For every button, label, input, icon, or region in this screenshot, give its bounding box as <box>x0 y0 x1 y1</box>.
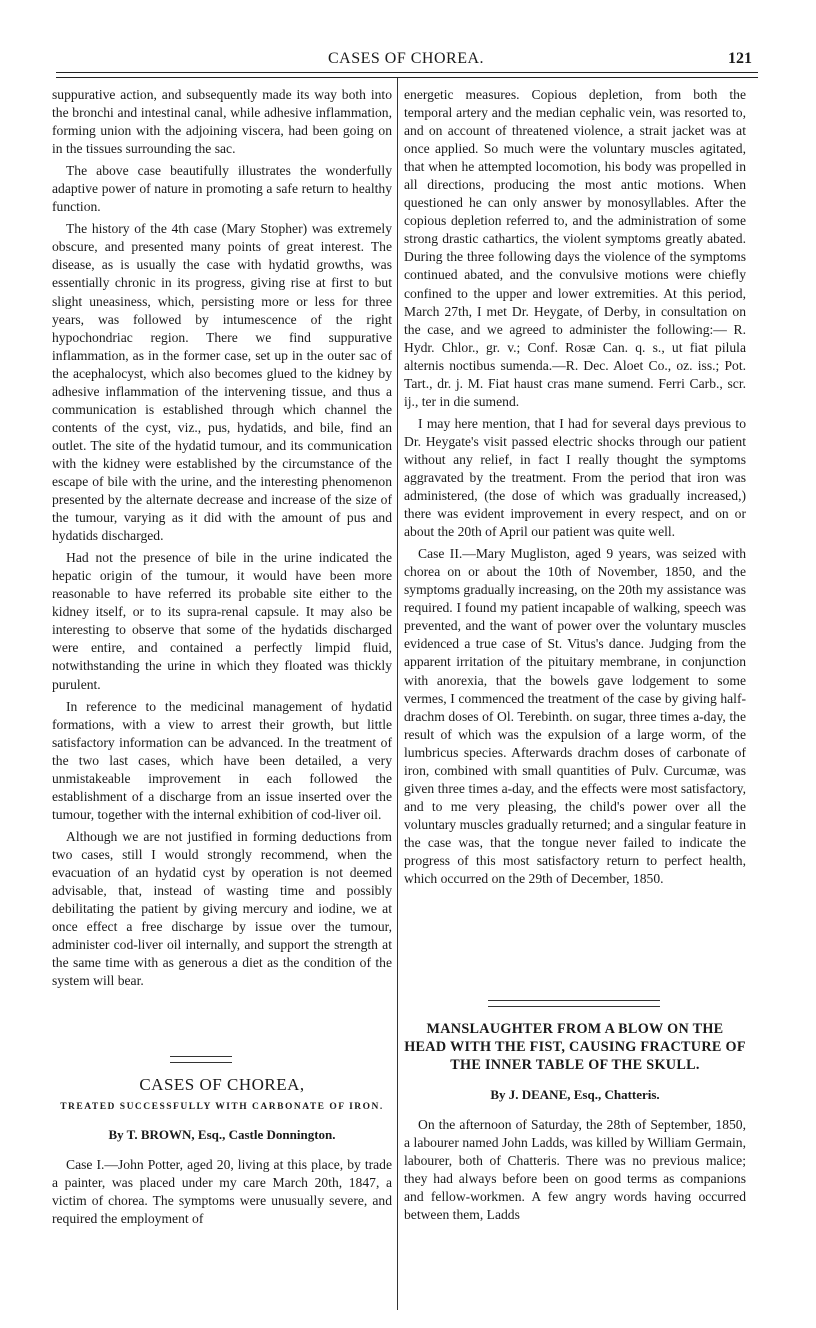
article-byline: By T. BROWN, Esq., Castle Donnington. <box>108 1127 336 1143</box>
paragraph: Although we are not justified in forming deductions from two cases, still I would strongly recommend, when the evacuation of an hydatid cyst by operation is not deemed advisable, that, instead of wasting time and possibly debilitating the patient by giving mercury and iodine, we at once effect a free discharge by issue over the tumour, administer cod-liver oil internally, and support the strength at the same time with as generous a diet as the condition of the system will bear. <box>52 828 392 989</box>
manslaughter-article <box>404 1020 746 1228</box>
paragraph: The history of the 4th case (Mary Stopher) was extremely obscure, and presented many points of great interest. The disease, as is usually the case with hydatid growths, was essentially chronic in its progress, giving rise at first to but slight uneasiness, which, persisting more or less for three years, was followed by intumescence of the right hypochondriac region. There we find suppurative inflammation, as in the former case, set up in the outer sac of the acephalocyst, which also becomes glued to the kidney by adhesive inflammation of the intervening tissue, and thus a communication is established through which channel the contents of the cyst, viz., pus, hydatids, and bile, find an outlet. The site of the hydatid tumour, and its communication with the kidney were established by the circumstance of the escape of bile with the urine, and the interesting phenomenon presented by the alternate decrease and increase of the size of the tumour, varying as it did with the amount of pus and hydatids discharged. <box>52 221 392 544</box>
left-column <box>52 86 392 994</box>
paragraph: In reference to the medicinal management of hydatid formations, with a view to arrest their growth, but little satisfactory information can be advanced. In the treatment of the two last cases, which have been detailed, a very unmistakeable improvement in each followed the establishment of a discharge from an issue inserted over the tumour, together with the internal exhibition of cod-liver oil. <box>52 698 392 822</box>
running-header <box>52 50 760 70</box>
paragraph: Had not the presence of bile in the urine indicated the hepatic origin of the tumour, it would have been more reasonable to have referred its probable site either to the kidney itself, or to its supra-renal capsule. It may also be interesting to observe that some of the hydatids discharged were entire, and contained a perfectly limpid fluid, notwithstanding the urine in which they floated was thickly purulent. <box>52 550 392 692</box>
column-divider <box>397 78 398 1310</box>
paragraph: suppurative action, and subsequently made its way both into the bronchi and intestinal canal, while adhesive inflammation, forming union with the adjoining viscera, had been going on in the tissues surrounding the sac. <box>52 87 392 157</box>
paragraph: On the afternoon of Saturday, the 28th of September, 1850, a labourer named John Ladds, was killed by William Germain, labourer, both of Chatteris. There was no previous malice; they had always before been on good terms as companions and fellow-workmen. A few angry words having occurred between them, Ladds <box>404 1117 746 1223</box>
article-title: CASES OF CHOREA, <box>139 1075 305 1094</box>
article-title: MANSLAUGHTER FROM A BLOW ON THE HEAD WITH THE FIST, CAUSING FRACTURE OF THE INNER TABLE OF THE SKULL. <box>404 1021 746 1073</box>
paragraph: The above case beautifully illustrates the wonderfully adaptive power of nature in promoting a safe return to healthy function. <box>52 163 392 215</box>
section-separator <box>170 1056 232 1063</box>
section-separator <box>488 1000 660 1007</box>
chorea-article <box>52 1076 392 1232</box>
page-number: 121 <box>728 50 752 67</box>
article-subtitle: TREATED SUCCESSFULLY WITH CARBONATE OF IRON. <box>60 1102 384 1113</box>
paragraph: energetic measures. Copious depletion, from both the temporal artery and the median cephalic vein, was resorted to, and on account of threatened violence, a strait jacket was at once applied. So much were the voluntary muscles agitated, that when he attempted locomotion, his body was propelled in all directions, producing the most antic motions. When questioned he can only answer by monosyllables. After the copious depletion referred to, and the administration of some strong drastic cathartics, the violent symptoms greatly abated. During the three following days the violence of the symptoms continued abated, and the convulsive motions were chiefly confined to the upper and lower extremities. At this period, March 27th, I met Dr. Heygate, of Derby, in consultation on the case, and we agreed to administer the following:— R. Hydr. Chlor., gr. v.; Conf. Rosæ Can. q. s., ut fiat pilula alternis noctibus sumenda.—R. Dec. Aloet Co., oz. iss.; Pot. Tart., dr. j. M. Fiat haust cras mane sumend. Ferri Carb., scr. ij., ter in die sumend. <box>404 87 746 409</box>
article-byline: By J. DEANE, Esq., Chatteris. <box>490 1087 660 1102</box>
paragraph: Case II.—Mary Mugliston, aged 9 years, was seized with chorea on or about the 10th of November, 1850, and the symptoms gradually increasing, on the 20th my assistance was required. I found my patient incapable of walking, speech was prevented, and the want of power over the voluntary muscles evidenced a true case of St. Vitus's dance. Judging from the apparent irritation of the pituitary membrane, in conjunction with anorexia, that the bowels gave lodgement to some vermes, I commenced the treatment of the case by giving half-drachm doses of Ol. Terebinth. on sugar, three times a-day, the result of which was the expulsion of a large worm, of the lumbricus species. Afterwards drachm doses of carbonate of iron, combined with small quantities of Pulv. Curcumæ, was given three times a-day, and the effects were most satisfactory, and to me very pleasing, the child's power over all the voluntary muscles gradually returned; and a singular feature in the case was, that the tongue never failed to indicate the progress of this most satisfactory return to perfect health, which occurred on the 29th of December, 1850. <box>404 546 746 887</box>
case-paragraph: Case I.—John Potter, aged 20, living at this place, by trade a painter, was placed under my care March 20th, 1847, a victim of chorea. The symptoms were unusually severe, and required the employment of <box>52 1157 392 1227</box>
running-title: CASES OF CHOREA. <box>327 50 485 67</box>
header-rule <box>56 72 758 78</box>
paragraph: I may here mention, that I had for several days previous to Dr. Heygate's visit passed electric shocks through our patient without any relief, in fact I really thought the symptoms aggravated by the treatment. From the period that iron was administered, (the dose of which was gradually increased,) there was evident improvement in every respect, and on or about the 20th of April our patient was quite well. <box>404 415 746 540</box>
right-column <box>404 86 746 892</box>
